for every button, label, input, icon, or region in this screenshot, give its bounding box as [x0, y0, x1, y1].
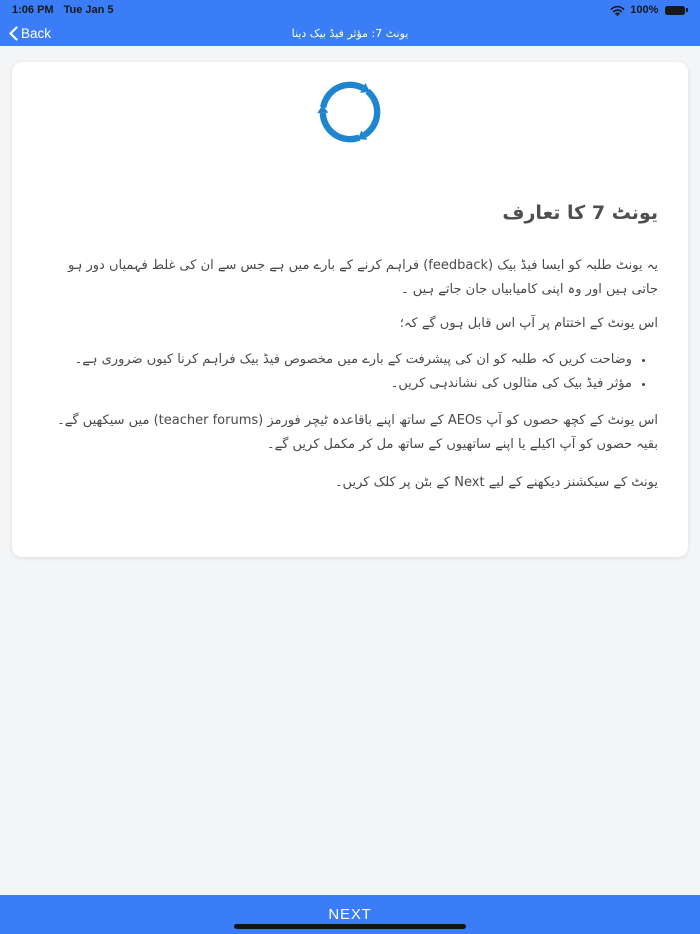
next-button-label: NEXT — [328, 906, 372, 923]
forums-paragraph: اس یونٹ کے کچھ حصوں کو آپ AEOs کے ساتھ اپنے باقاعدہ ٹیچر فورمز (teacher forums) میں سیکھیں گے۔ بقیہ حصوں کو آپ اکیلے یا اپنے ساتھیوں کے ساتھ مل کر مکمل کریں گے۔ — [57, 412, 658, 452]
status-date: Tue Jan 5 — [63, 4, 114, 16]
cycle-arrows-icon — [42, 72, 658, 152]
page-title: یونٹ 7: مؤثر فیڈ بیک دینا — [291, 26, 409, 40]
unit-heading: یونٹ 7 کا تعارف — [502, 202, 658, 224]
unit-intro-card — [12, 62, 688, 557]
back-label: Back — [21, 25, 52, 41]
navigation-bar — [0, 20, 700, 46]
objective-item: • مؤثر فیڈ بیک کی مثالوں کی نشاندہی کریں۔ — [42, 372, 632, 395]
battery-percent: 100% — [630, 4, 659, 16]
objectives-lead-in: اس یونٹ کے اختتام پر آپ اس قابل ہوں گے کہ؛ — [399, 316, 658, 332]
next-instruction-paragraph: یونٹ کے سیکشنز دیکھنے کے لیے Next کے بٹن پر کلک کریں۔ — [334, 475, 658, 491]
back-button[interactable] — [8, 20, 51, 46]
wifi-icon — [610, 5, 625, 16]
objectives-list — [42, 348, 632, 395]
back-chevron-icon — [8, 26, 19, 41]
battery-icon — [665, 6, 688, 15]
home-indicator[interactable] — [234, 924, 466, 929]
status-time: 1:06 PM — [12, 4, 54, 16]
objective-item: • وضاحت کریں کہ طلبہ کو ان کی پیشرفت کے بارے میں مخصوص فیڈ بیک فراہم کرنا کیوں ضروری ہے۔ — [42, 348, 632, 371]
status-bar — [0, 0, 700, 20]
intro-paragraph: یہ یونٹ طلبہ کو ایسا فیڈ بیک (feedback) فراہم کرنے کے بارے میں ہے جس سے ان کی غلط فہمیاں دور ہو جاتی ہیں اور وہ اپنی کامیابیاں جان جاتے ہیں ۔ — [68, 258, 658, 298]
